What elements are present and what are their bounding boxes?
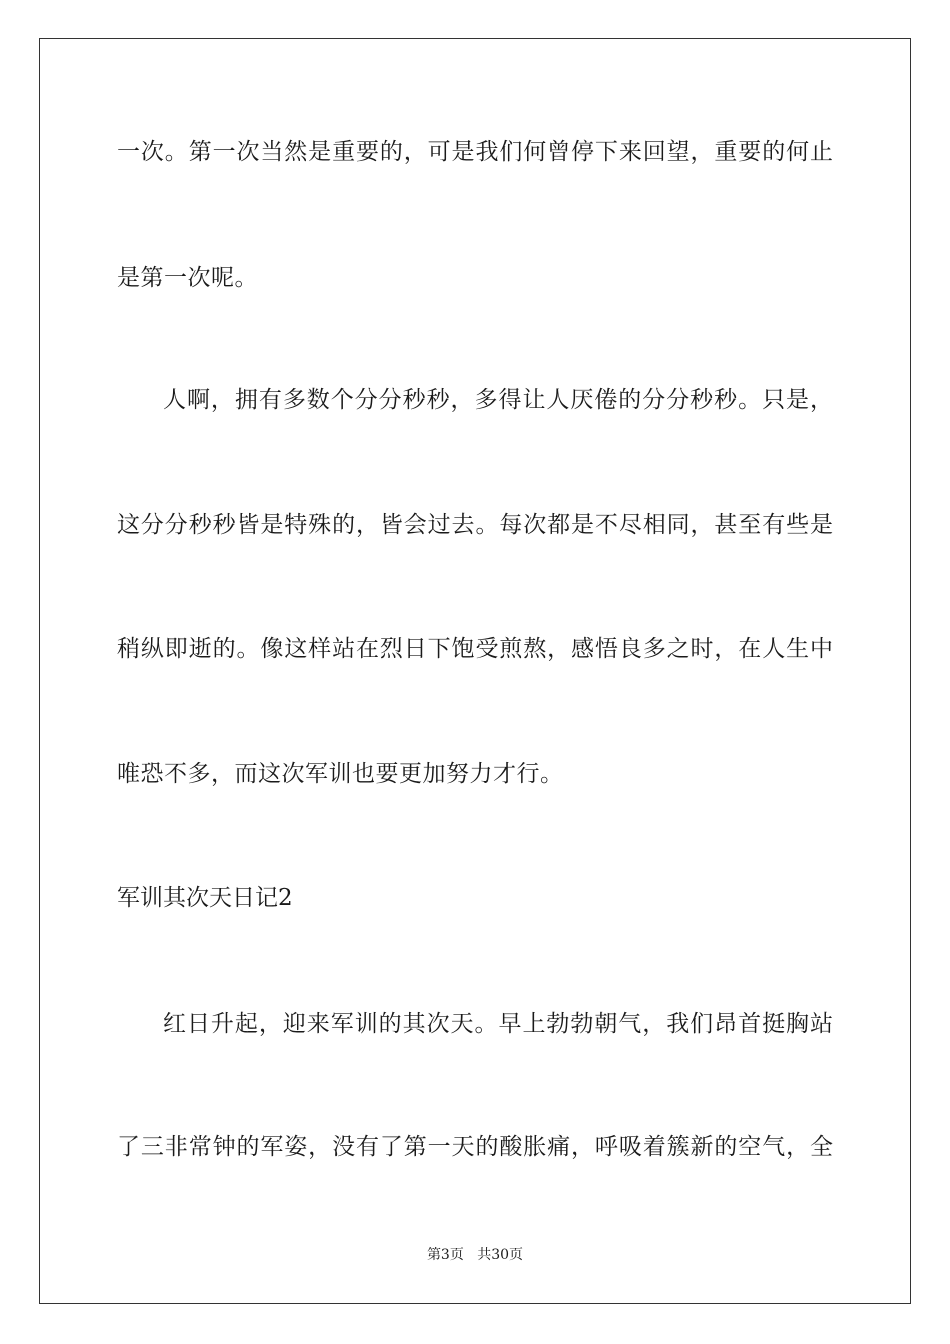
text-line-1: 一次。第一次当然是重要的，可是我们何曾停下来回望，重要的何止: [117, 139, 833, 165]
text-line-8: 了三非常钟的军姿，没有了第一天的酸胀痛，呼吸着簇新的空气，全: [117, 1134, 833, 1160]
text-line-6: 唯恐不多，而这次军训也要更加努力才行。: [117, 761, 564, 787]
section-heading: 军训其次天日记2: [117, 885, 293, 911]
text-line-3: 人啊，拥有多数个分分秒秒，多得让人厌倦的分分秒秒。只是，: [163, 387, 833, 413]
text-line-5: 稍纵即逝的。像这样站在烈日下饱受煎熬，感悟良多之时，在人生中: [117, 636, 833, 662]
text-line-2: 是第一次呢。: [117, 265, 258, 291]
text-line-7: 红日升起，迎来军训的其次天。早上勃勃朝气，我们昂首挺胸站: [163, 1011, 833, 1037]
page-total: 共30页: [477, 1247, 524, 1263]
text-line-4: 这分分秒秒皆是特殊的，皆会过去。每次都是不尽相同，甚至有些是: [117, 512, 833, 538]
page-footer: [0, 1246, 950, 1264]
page-border: [39, 38, 911, 1304]
page-number: 第3页: [426, 1247, 464, 1263]
